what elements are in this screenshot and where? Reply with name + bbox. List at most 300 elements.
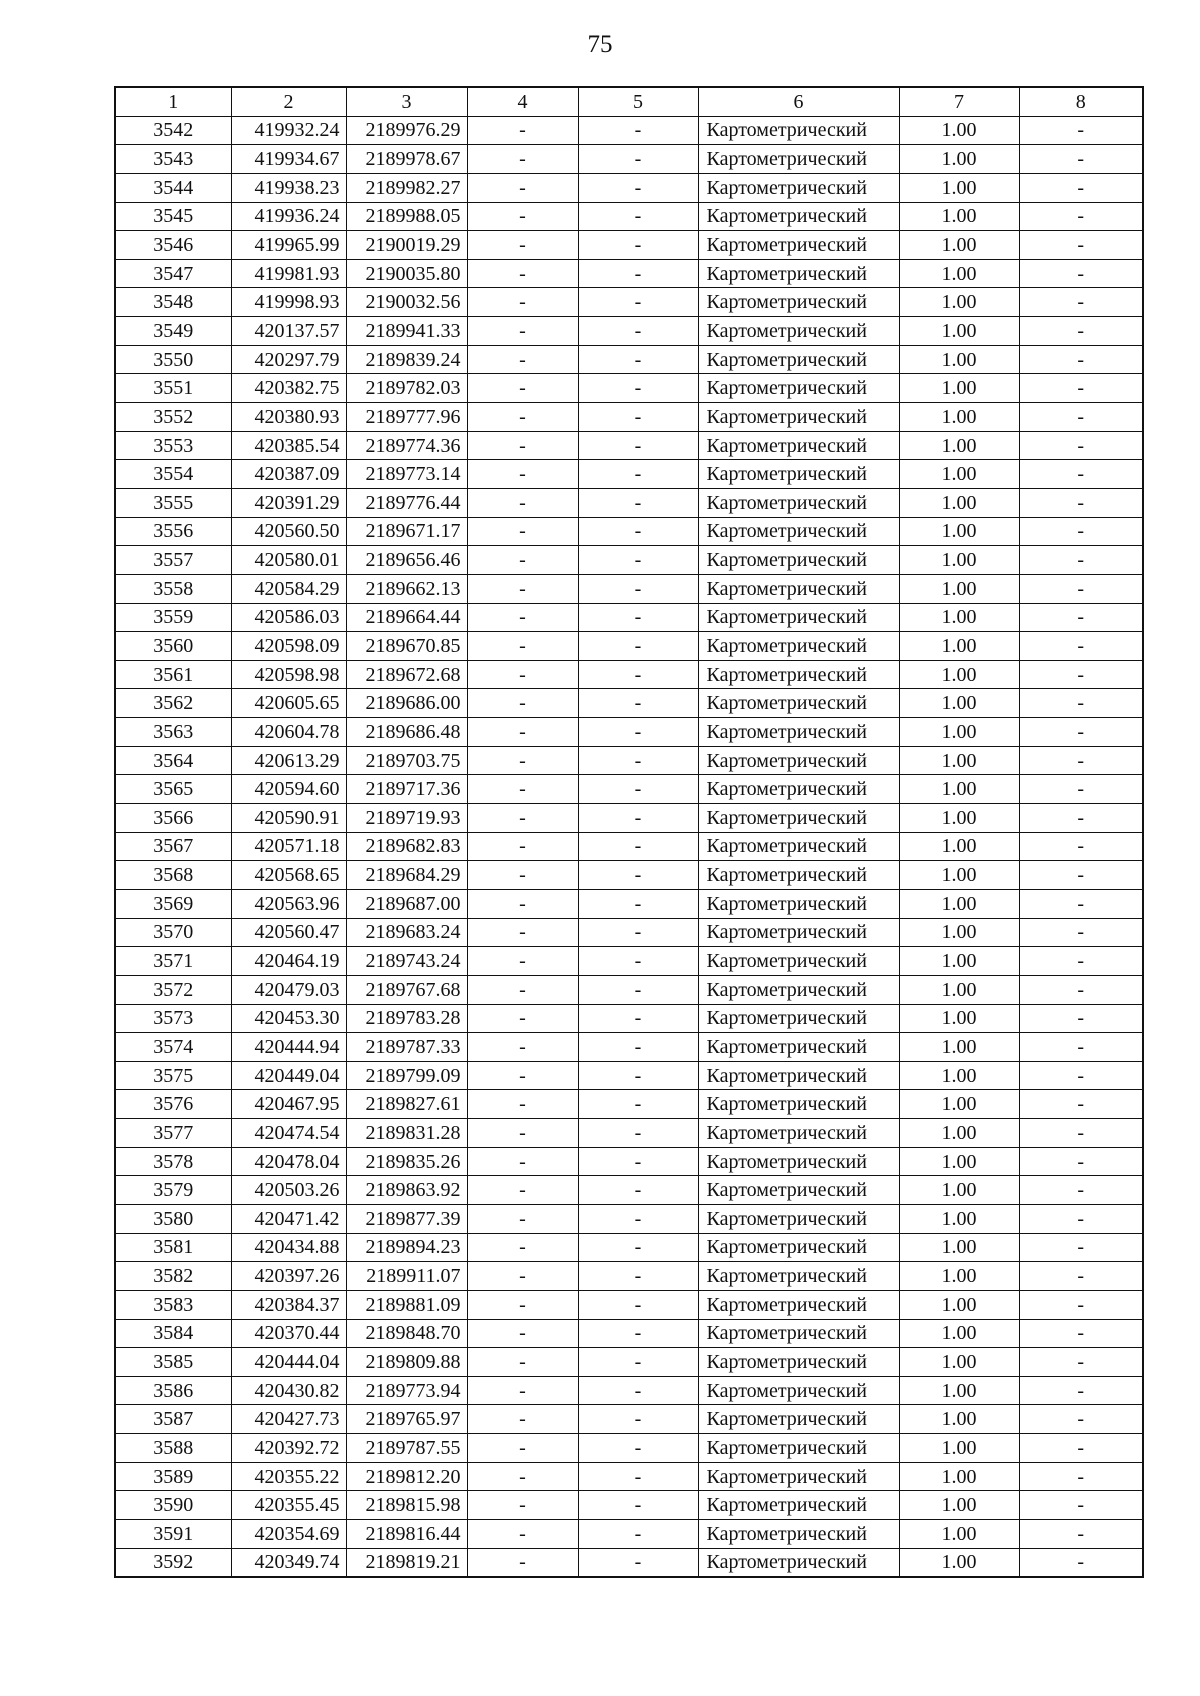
x-coordinate-cell: 420598.09	[231, 632, 346, 661]
table-row	[115, 975, 1143, 1004]
table-row	[115, 603, 1143, 632]
table-row	[115, 202, 1143, 231]
column-8-value-cell: -	[1019, 517, 1143, 546]
column-header: 7	[899, 87, 1019, 116]
accuracy-cell: 1.00	[899, 1119, 1019, 1148]
y-coordinate-cell: 2189978.67	[346, 145, 467, 174]
point-number-cell: 3585	[115, 1348, 231, 1377]
column-8-value-cell: -	[1019, 1290, 1143, 1319]
column-8-value-cell: -	[1019, 918, 1143, 947]
method-cell: Картометрический	[698, 403, 899, 432]
table-row	[115, 145, 1143, 174]
y-coordinate-cell: 2189682.83	[346, 832, 467, 861]
method-cell: Картометрический	[698, 975, 899, 1004]
table-row	[115, 546, 1143, 575]
table-row	[115, 804, 1143, 833]
column-8-value-cell: -	[1019, 1233, 1143, 1262]
y-coordinate-cell: 2189783.28	[346, 1004, 467, 1033]
column-5-value-cell: -	[578, 1204, 698, 1233]
column-5-value-cell: -	[578, 431, 698, 460]
table-row	[115, 1405, 1143, 1434]
accuracy-cell: 1.00	[899, 1204, 1019, 1233]
column-4-value-cell: -	[467, 804, 578, 833]
column-4-value-cell: -	[467, 632, 578, 661]
method-cell: Картометрический	[698, 546, 899, 575]
method-cell: Картометрический	[698, 689, 899, 718]
point-number-cell: 3562	[115, 689, 231, 718]
column-5-value-cell: -	[578, 1348, 698, 1377]
accuracy-cell: 1.00	[899, 975, 1019, 1004]
x-coordinate-cell: 420467.95	[231, 1090, 346, 1119]
column-4-value-cell: -	[467, 1147, 578, 1176]
y-coordinate-cell: 2189877.39	[346, 1204, 467, 1233]
point-number-cell: 3554	[115, 460, 231, 489]
accuracy-cell: 1.00	[899, 1262, 1019, 1291]
point-number-cell: 3547	[115, 259, 231, 288]
column-4-value-cell: -	[467, 1061, 578, 1090]
column-8-value-cell: -	[1019, 460, 1143, 489]
table-row	[115, 259, 1143, 288]
table-row	[115, 1491, 1143, 1520]
column-5-value-cell: -	[578, 374, 698, 403]
y-coordinate-cell: 2189686.00	[346, 689, 467, 718]
accuracy-cell: 1.00	[899, 603, 1019, 632]
y-coordinate-cell: 2189831.28	[346, 1119, 467, 1148]
table-row	[115, 1004, 1143, 1033]
table-row	[115, 173, 1143, 202]
table-row	[115, 1319, 1143, 1348]
column-5-value-cell: -	[578, 1520, 698, 1549]
y-coordinate-cell: 2190019.29	[346, 231, 467, 260]
y-coordinate-cell: 2189777.96	[346, 403, 467, 432]
x-coordinate-cell: 420478.04	[231, 1147, 346, 1176]
column-8-value-cell: -	[1019, 632, 1143, 661]
point-number-cell: 3569	[115, 889, 231, 918]
column-8-value-cell: -	[1019, 145, 1143, 174]
table-row	[115, 947, 1143, 976]
accuracy-cell: 1.00	[899, 1462, 1019, 1491]
accuracy-cell: 1.00	[899, 317, 1019, 346]
column-5-value-cell: -	[578, 1290, 698, 1319]
point-number-cell: 3561	[115, 660, 231, 689]
table-row	[115, 374, 1143, 403]
column-4-value-cell: -	[467, 1176, 578, 1205]
y-coordinate-cell: 2189774.36	[346, 431, 467, 460]
y-coordinate-cell: 2189809.88	[346, 1348, 467, 1377]
y-coordinate-cell: 2189776.44	[346, 488, 467, 517]
point-number-cell: 3579	[115, 1176, 231, 1205]
column-8-value-cell: -	[1019, 288, 1143, 317]
point-number-cell: 3565	[115, 775, 231, 804]
point-number-cell: 3564	[115, 746, 231, 775]
accuracy-cell: 1.00	[899, 1090, 1019, 1119]
y-coordinate-cell: 2189839.24	[346, 345, 467, 374]
column-8-value-cell: -	[1019, 1033, 1143, 1062]
column-4-value-cell: -	[467, 1290, 578, 1319]
column-5-value-cell: -	[578, 1262, 698, 1291]
accuracy-cell: 1.00	[899, 1405, 1019, 1434]
table-row	[115, 231, 1143, 260]
y-coordinate-cell: 2189812.20	[346, 1462, 467, 1491]
x-coordinate-cell: 420370.44	[231, 1319, 346, 1348]
accuracy-cell: 1.00	[899, 488, 1019, 517]
accuracy-cell: 1.00	[899, 804, 1019, 833]
column-8-value-cell: -	[1019, 488, 1143, 517]
y-coordinate-cell: 2189911.07	[346, 1262, 467, 1291]
point-number-cell: 3548	[115, 288, 231, 317]
column-8-value-cell: -	[1019, 202, 1143, 231]
column-4-value-cell: -	[467, 1520, 578, 1549]
column-8-value-cell: -	[1019, 889, 1143, 918]
x-coordinate-cell: 420598.98	[231, 660, 346, 689]
column-4-value-cell: -	[467, 488, 578, 517]
y-coordinate-cell: 2189982.27	[346, 173, 467, 202]
point-number-cell: 3573	[115, 1004, 231, 1033]
column-5-value-cell: -	[578, 517, 698, 546]
x-coordinate-cell: 419965.99	[231, 231, 346, 260]
column-8-value-cell: -	[1019, 1176, 1143, 1205]
table-row	[115, 317, 1143, 346]
accuracy-cell: 1.00	[899, 259, 1019, 288]
accuracy-cell: 1.00	[899, 374, 1019, 403]
column-8-value-cell: -	[1019, 431, 1143, 460]
method-cell: Картометрический	[698, 1262, 899, 1291]
x-coordinate-cell: 420590.91	[231, 804, 346, 833]
y-coordinate-cell: 2189703.75	[346, 746, 467, 775]
x-coordinate-cell: 420449.04	[231, 1061, 346, 1090]
y-coordinate-cell: 2189827.61	[346, 1090, 467, 1119]
accuracy-cell: 1.00	[899, 1147, 1019, 1176]
accuracy-cell: 1.00	[899, 1548, 1019, 1577]
column-4-value-cell: -	[467, 975, 578, 1004]
method-cell: Картометрический	[698, 317, 899, 346]
column-4-value-cell: -	[467, 1262, 578, 1291]
column-5-value-cell: -	[578, 918, 698, 947]
column-5-value-cell: -	[578, 1119, 698, 1148]
column-8-value-cell: -	[1019, 1090, 1143, 1119]
point-number-cell: 3553	[115, 431, 231, 460]
column-8-value-cell: -	[1019, 403, 1143, 432]
y-coordinate-cell: 2189664.44	[346, 603, 467, 632]
column-5-value-cell: -	[578, 1061, 698, 1090]
column-4-value-cell: -	[467, 718, 578, 747]
column-8-value-cell: -	[1019, 775, 1143, 804]
column-5-value-cell: -	[578, 1004, 698, 1033]
column-4-value-cell: -	[467, 861, 578, 890]
y-coordinate-cell: 2189782.03	[346, 374, 467, 403]
point-number-cell: 3555	[115, 488, 231, 517]
x-coordinate-cell: 420479.03	[231, 975, 346, 1004]
point-number-cell: 3549	[115, 317, 231, 346]
point-number-cell: 3577	[115, 1119, 231, 1148]
column-8-value-cell: -	[1019, 1348, 1143, 1377]
accuracy-cell: 1.00	[899, 689, 1019, 718]
method-cell: Картометрический	[698, 1119, 899, 1148]
x-coordinate-cell: 420355.45	[231, 1491, 346, 1520]
point-number-cell: 3550	[115, 345, 231, 374]
column-4-value-cell: -	[467, 145, 578, 174]
x-coordinate-cell: 420434.88	[231, 1233, 346, 1262]
point-number-cell: 3581	[115, 1233, 231, 1262]
method-cell: Картометрический	[698, 116, 899, 145]
column-4-value-cell: -	[467, 1376, 578, 1405]
x-coordinate-cell: 420594.60	[231, 775, 346, 804]
column-5-value-cell: -	[578, 231, 698, 260]
x-coordinate-cell: 420444.94	[231, 1033, 346, 1062]
method-cell: Картометрический	[698, 947, 899, 976]
table-row	[115, 1090, 1143, 1119]
column-8-value-cell: -	[1019, 861, 1143, 890]
column-4-value-cell: -	[467, 116, 578, 145]
x-coordinate-cell: 419934.67	[231, 145, 346, 174]
y-coordinate-cell: 2190032.56	[346, 288, 467, 317]
table-row	[115, 660, 1143, 689]
method-cell: Картометрический	[698, 202, 899, 231]
column-4-value-cell: -	[467, 889, 578, 918]
accuracy-cell: 1.00	[899, 1004, 1019, 1033]
column-8-value-cell: -	[1019, 546, 1143, 575]
method-cell: Картометрический	[698, 1204, 899, 1233]
column-8-value-cell: -	[1019, 1491, 1143, 1520]
x-coordinate-cell: 420297.79	[231, 345, 346, 374]
column-4-value-cell: -	[467, 1233, 578, 1262]
y-coordinate-cell: 2189683.24	[346, 918, 467, 947]
column-8-value-cell: -	[1019, 317, 1143, 346]
accuracy-cell: 1.00	[899, 746, 1019, 775]
table-row	[115, 1204, 1143, 1233]
y-coordinate-cell: 2189767.68	[346, 975, 467, 1004]
point-number-cell: 3552	[115, 403, 231, 432]
accuracy-cell: 1.00	[899, 632, 1019, 661]
column-8-value-cell: -	[1019, 689, 1143, 718]
table-row	[115, 403, 1143, 432]
x-coordinate-cell: 419932.24	[231, 116, 346, 145]
column-5-value-cell: -	[578, 861, 698, 890]
y-coordinate-cell: 2189719.93	[346, 804, 467, 833]
accuracy-cell: 1.00	[899, 775, 1019, 804]
column-8-value-cell: -	[1019, 804, 1143, 833]
column-4-value-cell: -	[467, 1434, 578, 1463]
method-cell: Картометрический	[698, 460, 899, 489]
column-5-value-cell: -	[578, 832, 698, 861]
table-row	[115, 345, 1143, 374]
column-5-value-cell: -	[578, 1548, 698, 1577]
column-header: 1	[115, 87, 231, 116]
method-cell: Картометрический	[698, 1405, 899, 1434]
column-4-value-cell: -	[467, 202, 578, 231]
accuracy-cell: 1.00	[899, 116, 1019, 145]
column-4-value-cell: -	[467, 546, 578, 575]
point-number-cell: 3566	[115, 804, 231, 833]
column-8-value-cell: -	[1019, 345, 1143, 374]
point-number-cell: 3560	[115, 632, 231, 661]
table-row	[115, 689, 1143, 718]
method-cell: Картометрический	[698, 832, 899, 861]
point-number-cell: 3567	[115, 832, 231, 861]
method-cell: Картометрический	[698, 1233, 899, 1262]
method-cell: Картометрический	[698, 1090, 899, 1119]
method-cell: Картометрический	[698, 775, 899, 804]
column-5-value-cell: -	[578, 889, 698, 918]
column-4-value-cell: -	[467, 1033, 578, 1062]
column-header: 2	[231, 87, 346, 116]
table-row	[115, 1462, 1143, 1491]
point-number-cell: 3556	[115, 517, 231, 546]
column-header: 8	[1019, 87, 1143, 116]
column-4-value-cell: -	[467, 431, 578, 460]
x-coordinate-cell: 419938.23	[231, 173, 346, 202]
column-5-value-cell: -	[578, 975, 698, 1004]
column-5-value-cell: -	[578, 1491, 698, 1520]
method-cell: Картометрический	[698, 1548, 899, 1577]
column-8-value-cell: -	[1019, 1204, 1143, 1233]
column-5-value-cell: -	[578, 1319, 698, 1348]
point-number-cell: 3591	[115, 1520, 231, 1549]
method-cell: Картометрический	[698, 1462, 899, 1491]
column-8-value-cell: -	[1019, 1262, 1143, 1291]
y-coordinate-cell: 2189773.14	[346, 460, 467, 489]
point-number-cell: 3571	[115, 947, 231, 976]
method-cell: Картометрический	[698, 1491, 899, 1520]
y-coordinate-cell: 2189765.97	[346, 1405, 467, 1434]
accuracy-cell: 1.00	[899, 947, 1019, 976]
column-4-value-cell: -	[467, 1090, 578, 1119]
column-5-value-cell: -	[578, 1405, 698, 1434]
point-number-cell: 3558	[115, 574, 231, 603]
point-number-cell: 3568	[115, 861, 231, 890]
point-number-cell: 3563	[115, 718, 231, 747]
column-5-value-cell: -	[578, 1233, 698, 1262]
x-coordinate-cell: 420453.30	[231, 1004, 346, 1033]
x-coordinate-cell: 420392.72	[231, 1434, 346, 1463]
accuracy-cell: 1.00	[899, 1434, 1019, 1463]
accuracy-cell: 1.00	[899, 1290, 1019, 1319]
point-number-cell: 3542	[115, 116, 231, 145]
column-8-value-cell: -	[1019, 574, 1143, 603]
point-number-cell: 3589	[115, 1462, 231, 1491]
column-4-value-cell: -	[467, 1319, 578, 1348]
column-5-value-cell: -	[578, 1462, 698, 1491]
column-5-value-cell: -	[578, 317, 698, 346]
table-row	[115, 1119, 1143, 1148]
y-coordinate-cell: 2189819.21	[346, 1548, 467, 1577]
point-number-cell: 3545	[115, 202, 231, 231]
column-4-value-cell: -	[467, 603, 578, 632]
method-cell: Картометрический	[698, 1348, 899, 1377]
column-4-value-cell: -	[467, 1348, 578, 1377]
method-cell: Картометрический	[698, 173, 899, 202]
point-number-cell: 3582	[115, 1262, 231, 1291]
point-number-cell: 3578	[115, 1147, 231, 1176]
column-5-value-cell: -	[578, 603, 698, 632]
point-number-cell: 3586	[115, 1376, 231, 1405]
table-row	[115, 488, 1143, 517]
point-number-cell: 3557	[115, 546, 231, 575]
table-row	[115, 746, 1143, 775]
y-coordinate-cell: 2189671.17	[346, 517, 467, 546]
column-4-value-cell: -	[467, 947, 578, 976]
accuracy-cell: 1.00	[899, 202, 1019, 231]
point-number-cell: 3559	[115, 603, 231, 632]
x-coordinate-cell: 420354.69	[231, 1520, 346, 1549]
column-header: 6	[698, 87, 899, 116]
column-4-value-cell: -	[467, 1004, 578, 1033]
point-number-cell: 3543	[115, 145, 231, 174]
table-row	[115, 1376, 1143, 1405]
accuracy-cell: 1.00	[899, 288, 1019, 317]
column-5-value-cell: -	[578, 460, 698, 489]
column-4-value-cell: -	[467, 345, 578, 374]
page-number: 75	[587, 31, 613, 58]
x-coordinate-cell: 420384.37	[231, 1290, 346, 1319]
point-number-cell: 3590	[115, 1491, 231, 1520]
column-8-value-cell: -	[1019, 1061, 1143, 1090]
y-coordinate-cell: 2189894.23	[346, 1233, 467, 1262]
table-row	[115, 889, 1143, 918]
method-cell: Картометрический	[698, 1147, 899, 1176]
y-coordinate-cell: 2189815.98	[346, 1491, 467, 1520]
accuracy-cell: 1.00	[899, 173, 1019, 202]
table-row	[115, 632, 1143, 661]
method-cell: Картометрический	[698, 231, 899, 260]
column-5-value-cell: -	[578, 718, 698, 747]
table-row	[115, 1548, 1143, 1577]
accuracy-cell: 1.00	[899, 403, 1019, 432]
column-8-value-cell: -	[1019, 1405, 1143, 1434]
x-coordinate-cell: 420503.26	[231, 1176, 346, 1205]
column-4-value-cell: -	[467, 1491, 578, 1520]
column-5-value-cell: -	[578, 574, 698, 603]
accuracy-cell: 1.00	[899, 918, 1019, 947]
column-5-value-cell: -	[578, 345, 698, 374]
column-8-value-cell: -	[1019, 975, 1143, 1004]
x-coordinate-cell: 420387.09	[231, 460, 346, 489]
y-coordinate-cell: 2189670.85	[346, 632, 467, 661]
method-cell: Картометрический	[698, 1434, 899, 1463]
point-number-cell: 3551	[115, 374, 231, 403]
column-5-value-cell: -	[578, 947, 698, 976]
x-coordinate-cell: 420397.26	[231, 1262, 346, 1291]
column-8-value-cell: -	[1019, 1434, 1143, 1463]
column-5-value-cell: -	[578, 1434, 698, 1463]
y-coordinate-cell: 2189662.13	[346, 574, 467, 603]
y-coordinate-cell: 2189743.24	[346, 947, 467, 976]
point-number-cell: 3587	[115, 1405, 231, 1434]
x-coordinate-cell: 420605.65	[231, 689, 346, 718]
column-8-value-cell: -	[1019, 259, 1143, 288]
x-coordinate-cell: 420613.29	[231, 746, 346, 775]
accuracy-cell: 1.00	[899, 517, 1019, 546]
x-coordinate-cell: 420427.73	[231, 1405, 346, 1434]
accuracy-cell: 1.00	[899, 431, 1019, 460]
accuracy-cell: 1.00	[899, 460, 1019, 489]
column-5-value-cell: -	[578, 632, 698, 661]
method-cell: Картометрический	[698, 804, 899, 833]
column-4-value-cell: -	[467, 288, 578, 317]
method-cell: Картометрический	[698, 660, 899, 689]
column-5-value-cell: -	[578, 488, 698, 517]
accuracy-cell: 1.00	[899, 718, 1019, 747]
x-coordinate-cell: 420571.18	[231, 832, 346, 861]
table-row	[115, 574, 1143, 603]
column-4-value-cell: -	[467, 517, 578, 546]
accuracy-cell: 1.00	[899, 660, 1019, 689]
accuracy-cell: 1.00	[899, 1176, 1019, 1205]
column-5-value-cell: -	[578, 259, 698, 288]
method-cell: Картометрический	[698, 918, 899, 947]
column-8-value-cell: -	[1019, 832, 1143, 861]
x-coordinate-cell: 420355.22	[231, 1462, 346, 1491]
